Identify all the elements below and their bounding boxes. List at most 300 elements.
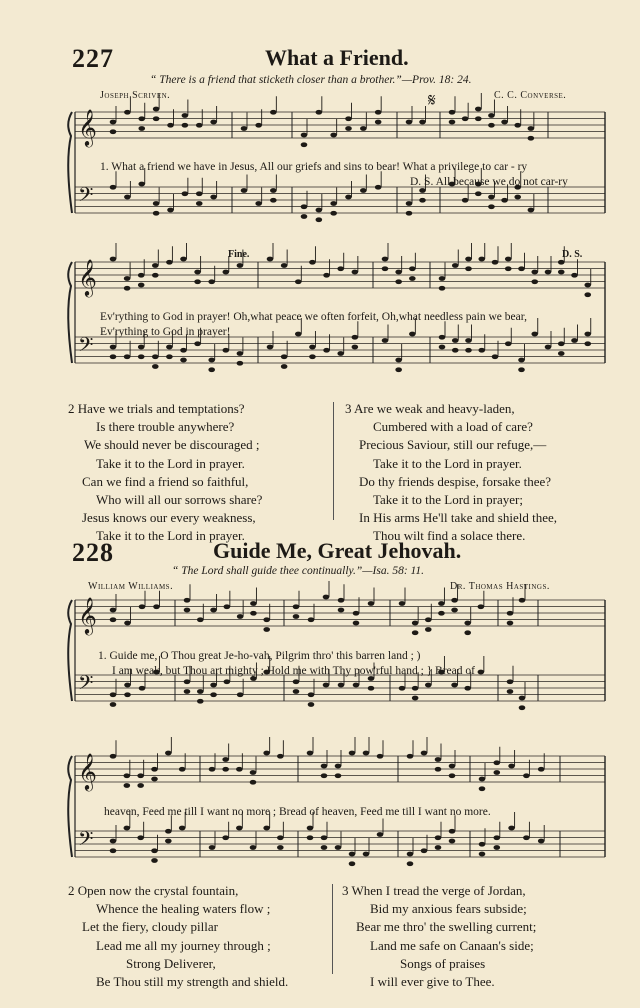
note-head [399,686,406,691]
system-brace [68,600,72,701]
note-head [465,257,472,262]
note-head [180,358,187,363]
note-head [309,354,316,359]
composer-credit: Dr. Thomas Hastings. [450,581,550,592]
note-head [301,204,308,209]
note-head [110,345,117,350]
note-head [270,198,277,203]
note-head [250,780,257,785]
stanza-line: 2 Have we trials and temptations? [68,401,245,416]
note-head [180,257,187,262]
scripture-epigraph: “ The Lord shall guide thee continually.”—Isa. 58: 11. [172,565,425,577]
note-head [464,621,471,626]
lyric-line: 1. What a friend we have in Jesus, All our griefs and sins to bear! What a privilege to car - ry [100,161,528,173]
note-head [293,679,300,684]
note-head [110,257,117,262]
note-head [507,689,514,694]
note-head [338,683,345,688]
note-head [263,617,270,622]
note-head [110,754,117,759]
note-head [321,764,328,769]
note-head [167,208,174,213]
note-head [263,751,270,756]
note-head [197,689,204,694]
treble-clef-icon: 𝄞 [78,752,97,790]
note-head [514,195,521,200]
note-head [309,260,316,265]
stanza-line: Who will all our sorrows share? [96,492,263,508]
note-head [439,335,446,340]
stanza-line: Let the fiery, cloudy pillar [82,919,218,935]
note-head [377,832,384,837]
note-head [323,273,330,278]
note-head [419,198,426,203]
note-head [209,767,216,772]
author-credit: Joseph Scriven. [100,90,171,101]
note-head [505,257,512,262]
note-head [438,601,445,606]
note-head [518,358,525,363]
note-head [335,845,342,850]
stanza-line: We should never be discouraged ; [84,437,260,453]
stanza-line: In His arms He'll take and shield thee, [359,510,558,526]
note-head [363,852,370,857]
note-head [395,358,402,363]
note-head [152,364,159,369]
note-head [137,835,144,840]
note-head [153,604,160,609]
note-head [139,686,146,691]
bass-clef-icon: 𝄢 [78,333,94,361]
note-head [184,689,191,694]
scripture-epigraph: “ There is a friend that sticketh closer than a brother.”—Prov. 18: 24. [150,74,472,86]
composer-credit: C. C. Converse. [494,90,567,101]
stanza-line: Precious Saviour, still our refuge,— [359,437,547,453]
note-head [494,845,501,850]
segno-icon: 𝄋 [428,90,436,110]
stanza-line: 2 Open now the crystal fountain, [68,883,239,898]
note-head [478,348,485,353]
note-head [124,621,131,626]
note-head [237,361,244,366]
note-head [409,332,416,337]
note-head [316,208,323,213]
note-head [222,767,229,772]
note-head [152,273,159,278]
lyric-line: I am weak, but Thou art mighty ; Hold me with Thy pow'rful hand ; } Bread of [112,665,475,677]
note-head [421,848,428,853]
note-head [110,848,117,853]
note-head [209,845,216,850]
note-head [352,345,359,350]
treble-clef-icon: 𝄞 [78,258,97,296]
note-head [210,608,217,613]
note-head [479,777,486,782]
note-head [421,751,428,756]
note-head [571,273,578,278]
note-head [321,773,328,778]
note-head [110,617,117,622]
note-head [236,826,243,831]
note-head [194,270,201,275]
note-head [151,767,158,772]
ds-marking: D. S. [562,249,583,260]
note-head [210,683,217,688]
note-head [519,598,526,603]
note-head [153,211,160,216]
note-head [166,260,173,265]
note-head [558,351,565,356]
note-head [452,338,459,343]
note-head [330,201,337,206]
note-head [395,270,402,275]
stanza-line: Lead me all my journey through ; [96,937,271,953]
note-head [507,621,514,626]
note-head [184,679,191,684]
stanza-line: Be Thou still my strength and shield. [96,974,289,990]
note-head [184,608,191,613]
note-head [124,276,131,281]
note-head [465,266,472,271]
note-head [353,611,360,616]
note-head [425,627,432,632]
note-head [124,683,131,688]
note-head [281,354,288,359]
note-head [110,839,117,844]
note-head [449,839,456,844]
note-head [263,826,270,831]
note-head [377,754,384,759]
note-head [338,608,345,613]
note-head [250,601,257,606]
treble-clef-icon: 𝄞 [78,108,97,146]
note-head [323,348,330,353]
note-head [465,338,472,343]
note-head [360,188,367,193]
hymn-number: 228 [72,538,114,567]
note-head [194,341,201,346]
note-head [475,191,482,196]
note-head [488,195,495,200]
note-head [250,845,257,850]
note-head [409,266,416,271]
note-head [152,263,159,268]
note-head [330,211,337,216]
stanza-line: Songs of praises [400,955,486,971]
stanza-line: Can we find a friend so faithful, [82,473,249,489]
note-head [531,332,538,337]
note-head [196,201,203,206]
fine-marking: Fine. [228,249,250,260]
note-head [558,341,565,346]
note-head [208,279,215,284]
note-head [425,683,432,688]
lyric-line: 1. Guide me, O Thou great Je-ho-vah, Pilgrim thro' this barren land ; ) [98,650,421,662]
note-head [335,773,342,778]
note-head [412,621,419,626]
stanza-line: Take it to the Lord in prayer; [373,492,523,508]
note-head [451,608,458,613]
note-head [152,354,159,359]
note-head [507,679,514,684]
note-head [505,266,512,271]
note-head [236,767,243,772]
note-head [451,598,458,603]
note-head [151,777,158,782]
note-head [494,770,501,775]
note-head [584,341,591,346]
note-head [352,270,359,275]
note-head [151,848,158,853]
stanza-line: Whence the healing waters flow ; [96,901,271,917]
note-head [353,621,360,626]
note-head [508,764,515,769]
note-head [110,354,117,359]
note-head [124,773,131,778]
note-head [584,292,591,297]
note-head [523,835,530,840]
note-head [241,188,248,193]
note-head [301,142,308,147]
lyric-line: Ev'rything to God in prayer! Oh,what peace we often forfeit, Oh,what needless pain we bear, [100,311,527,323]
note-head [184,598,191,603]
note-head [412,686,419,691]
note-head [412,696,419,701]
note-head [452,263,459,268]
note-head [439,345,446,350]
note-head [197,617,204,622]
hymn-title: What a Friend. [265,45,409,70]
note-head [465,348,472,353]
stanza-3 [342,882,536,991]
stanza-line: Do thy friends despise, forsake thee? [359,473,552,489]
note-head [321,835,328,840]
note-head [138,273,145,278]
note-head [488,204,495,209]
note-head [182,191,189,196]
note-head [224,679,231,684]
note-head [263,627,270,632]
note-head [438,611,445,616]
note-head [110,692,117,697]
note-head [293,689,300,694]
note-head [518,266,525,271]
note-head [419,188,426,193]
note-head [255,201,262,206]
stanza-line: Take it to the Lord in prayer. [96,528,245,544]
note-head [492,260,499,265]
note-head [479,842,486,847]
note-head [409,276,416,281]
column-divider [333,402,334,520]
stanza-line: 3 Are we weak and heavy-laden, [345,401,515,416]
note-head [267,345,274,350]
note-head [478,604,485,609]
note-head [124,354,131,359]
note-head [368,686,375,691]
note-head [449,764,456,769]
note-head [538,839,545,844]
bass-clef-icon: 𝄢 [78,183,94,211]
note-head [237,351,244,356]
note-head [538,767,545,772]
note-head [518,367,525,372]
stanza-line: Strong Deliverer, [126,955,216,971]
note-head [584,283,591,288]
note-head [531,279,538,284]
note-head [208,358,215,363]
note-head [323,595,330,600]
note-head [505,341,512,346]
note-head [478,670,485,675]
note-head [281,364,288,369]
note-head [464,630,471,635]
note-head [558,260,565,265]
stanza-line: I will ever give to Thee. [370,974,495,990]
note-head [462,198,469,203]
note-head [295,332,302,337]
note-head [277,845,284,850]
stanza-2 [68,882,288,991]
note-head [382,266,389,271]
note-head [464,686,471,691]
system-brace [68,756,72,857]
note-head [138,283,145,288]
note-head [179,767,186,772]
note-head [151,858,158,863]
note-head [281,263,288,268]
note-head [110,608,117,613]
note-head [309,345,316,350]
note-head [138,182,145,187]
note-head [349,852,356,857]
system-brace [68,262,72,363]
note-head [293,604,300,609]
note-head [124,692,131,697]
stanza-line: Take it to the Lord in prayer. [96,455,245,471]
note-head [308,702,315,707]
note-head [492,354,499,359]
note-head [395,279,402,284]
note-head [363,751,370,756]
bass-clef-icon: 𝄢 [78,827,94,855]
note-head [449,773,456,778]
note-head [479,786,486,791]
note-head [451,683,458,688]
note-head [237,263,244,268]
note-head [139,604,146,609]
note-head [345,195,352,200]
lyric-line-ds: D. S. All because we do not car-ry [410,176,568,188]
note-head [507,611,514,616]
note-head [382,338,389,343]
note-head [307,835,314,840]
note-head [137,783,144,788]
hymn-number: 227 [72,44,114,73]
note-head [435,757,442,762]
note-head [558,270,565,275]
note-head [352,335,359,340]
note-head [435,767,442,772]
note-head [519,705,526,710]
note-head [270,188,277,193]
note-head [407,754,414,759]
note-head [412,630,419,635]
note-head [406,211,413,216]
stanza-line: 3 When I tread the verge of Jordan, [342,883,526,898]
note-head [124,826,131,831]
note-head [124,286,131,291]
note-head [196,191,203,196]
note-head [323,683,330,688]
note-head [399,601,406,606]
note-head [584,332,591,337]
note-head [137,773,144,778]
note-head [523,773,530,778]
note-head [353,683,360,688]
note-head [267,257,274,262]
note-head [425,617,432,622]
stanza-line: Take it to the Lord in prayer. [373,455,522,471]
note-head [277,835,284,840]
note-head [250,770,257,775]
note-head [452,348,459,353]
note-head [295,279,302,284]
stanza-line: Jesus knows our every weakness, [82,510,256,526]
note-head [439,276,446,281]
note-head [449,829,456,834]
note-head [406,201,413,206]
stanza-line: Land me safe on Canaan's side; [370,937,534,953]
note-head [335,764,342,769]
note-head [479,852,486,857]
note-head [124,783,131,788]
stanza-line: Bear me thro' the swelling current; [356,919,537,935]
note-head [382,257,389,262]
note-head [571,338,578,343]
note-head [407,861,414,866]
note-head [307,751,314,756]
note-head [222,835,229,840]
author-credit: William Williams. [88,581,174,592]
note-head [179,826,186,831]
note-head [508,826,515,831]
note-head [337,351,344,356]
note-head [180,348,187,353]
note-head [308,692,315,697]
note-head [528,208,535,213]
note-head [250,611,257,616]
note-head [165,839,172,844]
note-head [531,270,538,275]
note-head [124,195,131,200]
note-head [223,348,230,353]
note-head [110,185,117,190]
note-head [208,367,215,372]
note-head [338,598,345,603]
bass-clef-icon: 𝄢 [78,671,94,699]
note-head [395,367,402,372]
note-head [349,861,356,866]
column-divider [332,884,333,974]
note-head [407,852,414,857]
note-head [494,760,501,765]
note-head [138,354,145,359]
note-head [501,198,508,203]
stanza-line: Bid my anxious fears subside; [370,901,527,917]
note-head [165,829,172,834]
note-head [153,201,160,206]
